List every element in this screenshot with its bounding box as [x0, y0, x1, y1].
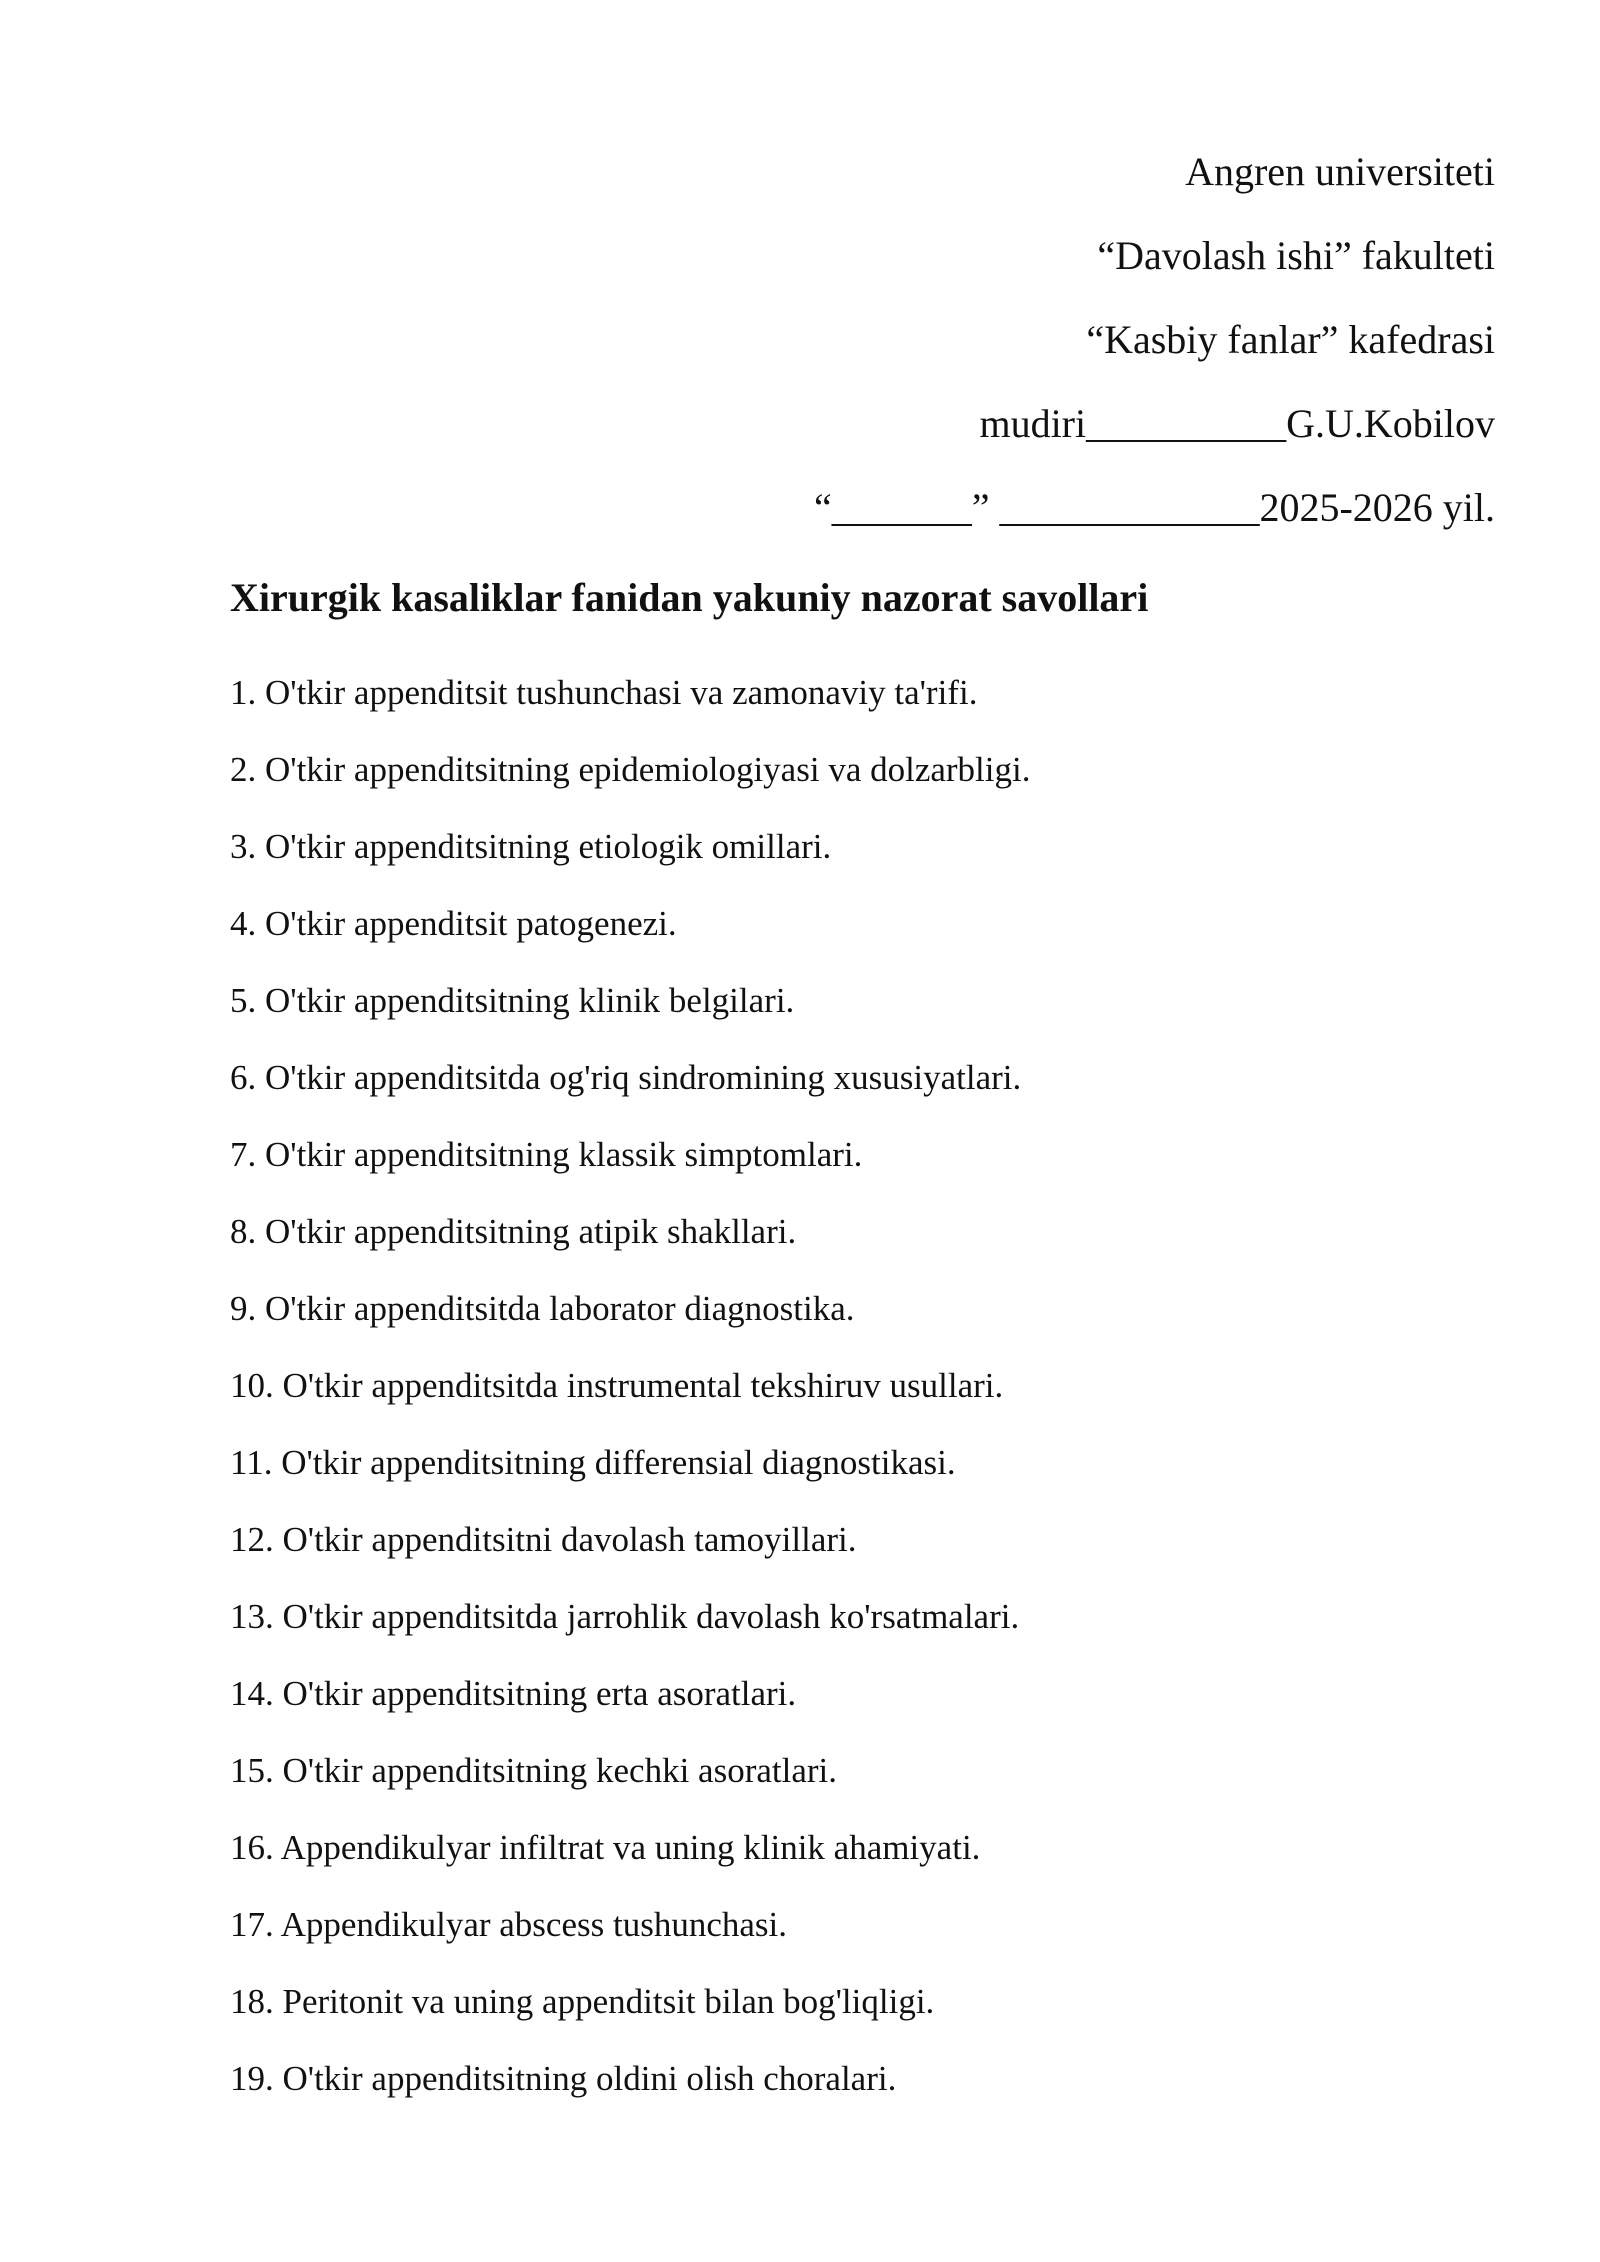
question-item: 10. O'tkir appenditsitda instrumental tekshiruv usullari.	[230, 1366, 1004, 1405]
question-item: 18. Peritonit va uning appenditsit bilan bog'liqligi.	[230, 1982, 935, 2021]
approval-date-line: “_______” _____________2025-2026 yil.	[813, 485, 1495, 530]
question-item: 9. O'tkir appenditsitda laborator diagnostika.	[230, 1289, 855, 1328]
question-item: 13. O'tkir appenditsitda jarrohlik davolash ko'rsatmalari.	[230, 1597, 1020, 1636]
question-item: 2. O'tkir appenditsitning epidemiologiyasi va dolzarbligi.	[230, 750, 1031, 789]
question-list	[230, 671, 1495, 2134]
question-item: 4. O'tkir appenditsit patogenezi.	[230, 904, 677, 943]
question-item: 7. O'tkir appenditsitning klassik simptomlari.	[230, 1135, 863, 1174]
question-item: 8. O'tkir appenditsitning atipik shakllari.	[230, 1212, 797, 1251]
department-head-signature-line: mudiri__________G.U.Kobilov	[979, 401, 1495, 446]
question-item: 12. O'tkir appenditsitni davolash tamoyillari.	[230, 1520, 857, 1559]
document-title: Xirurgik kasaliklar fanidan yakuniy nazorat savollari	[230, 575, 1149, 620]
approval-header	[230, 148, 1495, 532]
question-item: 19. O'tkir appenditsitning oldini olish choralari.	[230, 2059, 897, 2098]
question-item: 5. O'tkir appenditsitning klinik belgilari.	[230, 981, 795, 1020]
question-item: 11. O'tkir appenditsitning differensial diagnostikasi.	[230, 1443, 956, 1482]
question-item: 1. O'tkir appenditsit tushunchasi va zamonaviy ta'rifi.	[230, 673, 978, 712]
question-item: 3. O'tkir appenditsitning etiologik omillari.	[230, 827, 832, 866]
question-item: 15. O'tkir appenditsitning kechki asoratlari.	[230, 1751, 837, 1790]
question-item: 14. O'tkir appenditsitning erta asoratlari.	[230, 1674, 797, 1713]
faculty-name: “Davolash ishi” fakulteti	[1097, 233, 1495, 278]
department-name: “Kasbiy fanlar” kafedrasi	[1086, 317, 1495, 362]
university-name: Angren universiteti	[1185, 149, 1495, 194]
question-item: 6. O'tkir appenditsitda og'riq sindromining xususiyatlari.	[230, 1058, 1022, 1097]
question-item: 16. Appendikulyar infiltrat va uning klinik ahamiyati.	[230, 1828, 981, 1867]
question-item: 17. Appendikulyar abscess tushunchasi.	[230, 1905, 787, 1944]
